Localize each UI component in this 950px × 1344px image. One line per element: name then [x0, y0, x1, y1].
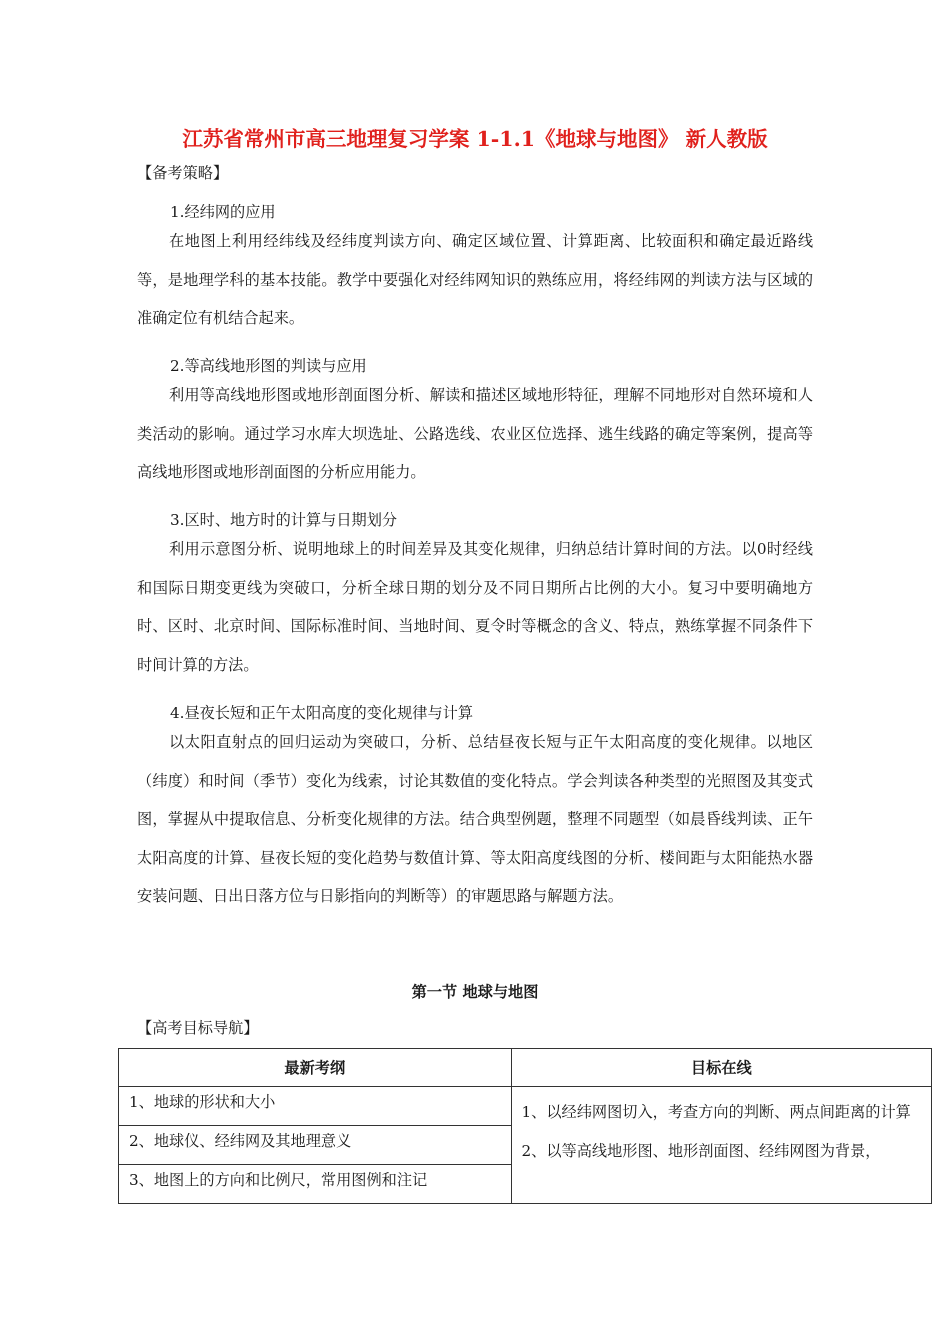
syllabus-item-2: 2、地球仪、经纬网及其地理意义: [119, 1126, 512, 1165]
section-title: 第一节 地球与地图: [411, 983, 539, 1001]
item-1-heading: 1.经纬网的应用: [170, 203, 276, 221]
item-3-text: 利用示意图分析、说明地球上的时间差异及其变化规律，归纳总结计算时间的方法。以0时经线和国际日期变更线为突破口，分析全球日期的划分及不同日期所占比例的大小。复习中要明确地方时、区时、北京时间、国际标准时间、当地时间、夏令时等概念的含义、特点，熟练掌握不同条件下时间计算的方法。: [137, 540, 813, 674]
strategy-heading: 【备考策略】: [137, 164, 229, 182]
item-3-heading: 3.区时、地方时的计算与日期划分: [170, 511, 398, 529]
syllabus-item-1: 1、地球的形状和大小: [119, 1087, 512, 1126]
table-row: [119, 1087, 932, 1126]
syllabus-item-3: 3、地图上的方向和比例尺，常用图例和注记: [119, 1165, 512, 1204]
item-4-text: 以太阳直射点的回归运动为突破口，分析、总结昼夜长短与正午太阳高度的变化规律。以地区（纬度）和时间（季节）变化为线索，讨论其数值的变化特点。学会判读各种类型的光照图及其变式图，掌握从中提取信息、分析变化规律的方法。结合典型例题，整理不同题型（如晨昏线判读、正午太阳高度的计算、昼夜长短的变化趋势与数值计算、等太阳高度线图的分析、楼间距与太阳能热水器安装问题、日出日落方位与日影指向的判断等）的审题思路与解题方法。: [137, 733, 813, 906]
goals-heading: 【高考目标导航】: [137, 1019, 259, 1037]
document-title: 江苏省常州市高三地理复习学案 1-1.1《地球与地图》 新人教版: [182, 127, 768, 151]
item-2-heading: 2.等高线地形图的判读与应用: [170, 357, 367, 375]
goals-table: [118, 1048, 932, 1204]
item-4-heading: 4.昼夜长短和正午太阳高度的变化规律与计算: [170, 704, 474, 722]
table-header-goals: 目标在线: [511, 1049, 932, 1087]
item-2-text: 利用等高线地形图或地形剖面图分析、解读和描述区域地形特征，理解不同地形对自然环境和人类活动的影响。通过学习水库大坝选址、公路选线、农业区位选择、逃生线路的确定等案例，提高等高线地形图或地形剖面图的分析应用能力。: [137, 386, 813, 482]
goal-item-2: 2、以等高线地形图、地形剖面图、经纬网图为背景，: [521, 1141, 881, 1160]
goal-item-1: 1、以经纬网图切入，考查方向的判断、两点间距离的计算: [521, 1103, 911, 1121]
goals-cell: [511, 1087, 932, 1204]
table-header-row: [119, 1049, 932, 1087]
table-header-syllabus: 最新考纲: [119, 1049, 512, 1087]
item-1-text: 在地图上利用经纬线及经纬度判读方向、确定区域位置、计算距离、比较面积和确定最近路线等，是地理学科的基本技能。教学中要强化对经纬网知识的熟练应用，将经纬网的判读方法与区域的准确定位有机结合起来。: [137, 232, 813, 328]
